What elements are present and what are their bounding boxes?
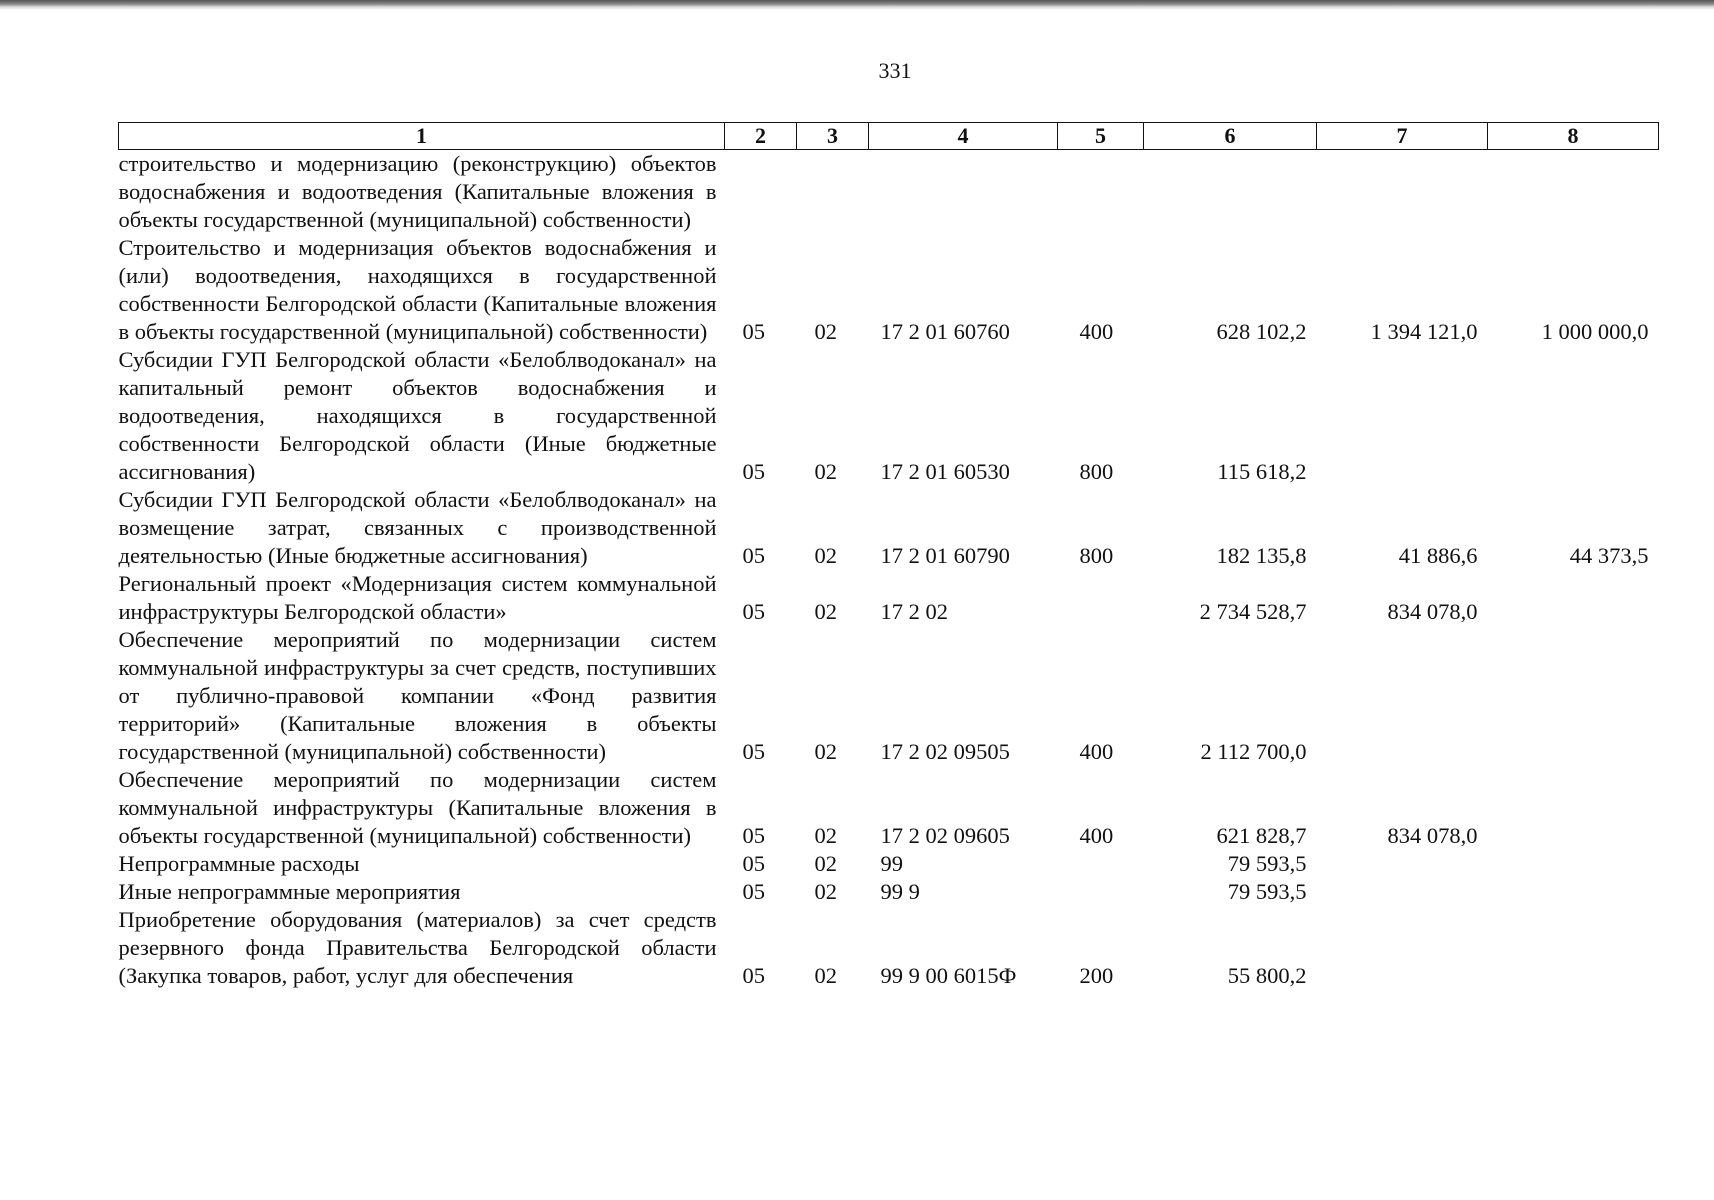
row-subsection: 02 [814,543,837,568]
header-col-5: 5 [1058,123,1144,150]
row-amount-col7: 41 886,6 [1398,543,1478,568]
row-section [725,150,797,235]
row-target-article: 99 9 00 6015Ф [880,963,1017,988]
row-amount-col7 [1317,878,1488,906]
scan-edge [0,0,1714,10]
row-target-article: 17 2 01 60530 [880,459,1010,484]
row-section: 05 [742,543,765,568]
header-row [119,123,1659,150]
row-section: 05 [742,823,765,848]
row-amount-col8: 44 373,5 [1569,543,1649,568]
row-description: Обеспечение мероприятий по модернизации систем коммунальной инфраструктуры за счет средств, поступивших от публично-правовой компании «Фонд развития территорий» (Капитальные вложения в объекты государственной (муниципальной) собственности) [118,627,717,764]
row-amount-col7 [1317,346,1488,486]
row-amount-col8 [1488,570,1659,626]
row-amount-col8 [1488,766,1659,850]
row-amount-col6: 79 593,5 [1227,851,1307,876]
row-amount-col8 [1488,878,1659,906]
row-subsection: 02 [814,459,837,484]
row-amount-col7: 834 078,0 [1387,823,1478,848]
table-row [119,570,1659,626]
budget-table [118,122,1659,990]
row-expense-type [1058,570,1144,626]
row-target-article: 17 2 01 60790 [880,543,1010,568]
header-col-6: 6 [1144,123,1317,150]
row-description: Приобретение оборудования (материалов) за счет средств резервного фонда Правительства Белгородской области (Закупка товаров, работ, услуг для обеспечения [118,907,717,988]
row-amount-col7: 1 394 121,0 [1370,319,1478,344]
row-section: 05 [742,879,765,904]
row-section: 05 [742,599,765,624]
row-subsection: 02 [814,319,837,344]
row-target-article: 99 9 [880,879,920,904]
row-subsection: 02 [814,739,837,764]
row-target-article: 99 [880,851,903,876]
row-target-article: 17 2 02 09505 [880,739,1010,764]
row-subsection: 02 [814,599,837,624]
page-number: 331 [878,58,912,83]
row-amount-col8 [1488,150,1659,235]
table-row [119,150,1659,235]
header-col-4: 4 [869,123,1058,150]
row-section: 05 [742,739,765,764]
row-description: Непрограммные расходы [118,851,360,876]
table-row [119,346,1659,486]
row-expense-type: 800 [1079,543,1114,568]
row-description: Иные непрограммные мероприятия [118,879,461,904]
row-amount-col6: 79 593,5 [1227,879,1307,904]
row-description: Обеспечение мероприятий по модернизации систем коммунальной инфраструктуры (Капитальные вложения в объекты государственной (муниципальной) собственности) [118,767,717,848]
row-subsection [797,150,869,235]
row-description: Субсидии ГУП Белгородской области «Белоблводоканал» на капитальный ремонт объектов водоснабжения и водоотведения, находящихся в государственной собственности Белгородской области (Иные бюджетные ассигнования) [118,347,717,484]
row-subsection: 02 [814,879,837,904]
table-row [119,766,1659,850]
row-description: Региональный проект «Модернизация систем коммунальной инфраструктуры Белгородской области» [118,571,717,624]
row-amount-col6: 628 102,2 [1216,319,1307,344]
header-col-8: 8 [1488,123,1659,150]
row-amount-col6: 115 618,2 [1217,459,1307,484]
table-header [119,123,1659,150]
row-amount-col7: 834 078,0 [1387,599,1478,624]
row-amount-col6: 2 112 700,0 [1200,739,1307,764]
row-amount-col8: 1 000 000,0 [1541,319,1649,344]
row-subsection: 02 [814,823,837,848]
row-description: Субсидии ГУП Белгородской области «Белоблводоканал» на возмещение затрат, связанных с производственной деятельностью (Иные бюджетные ассигнования) [118,487,717,568]
row-subsection: 02 [814,851,837,876]
header-col-1: 1 [119,123,725,150]
row-amount-col7 [1317,906,1488,990]
row-amount-col6: 55 800,2 [1227,963,1307,988]
row-amount-col7 [1317,150,1488,235]
row-section: 05 [742,319,765,344]
table-row [119,850,1659,878]
row-expense-type [1058,850,1144,878]
row-amount-col8 [1488,626,1659,766]
row-description: строительство и модернизацию (реконструкцию) объектов водоснабжения и водоотведения (Капитальные вложения в объекты государственной (муниципальной) собственности) [118,151,717,232]
row-expense-type [1058,150,1144,235]
header-col-7: 7 [1317,123,1488,150]
row-expense-type: 400 [1079,319,1114,344]
row-expense-type: 400 [1079,739,1114,764]
row-target-article: 17 2 02 [880,599,948,624]
row-amount-col8 [1488,346,1659,486]
table-row [119,234,1659,346]
table-row [119,486,1659,570]
row-amount-col7 [1317,850,1488,878]
row-amount-col7 [1317,626,1488,766]
row-section: 05 [742,851,765,876]
row-expense-type [1058,878,1144,906]
row-amount-col6: 2 734 528,7 [1199,599,1307,624]
row-subsection: 02 [814,963,837,988]
row-target-article: 17 2 02 09605 [880,823,1010,848]
row-amount-col8 [1488,906,1659,990]
header-col-3: 3 [797,123,869,150]
row-amount-col6 [1144,150,1317,235]
row-target-article [869,150,1058,235]
row-expense-type: 200 [1079,963,1114,988]
row-description: Строительство и модернизация объектов водоснабжения и (или) водоотведения, находящихся в государственной собственности Белгородской области (Капитальные вложения в объекты государственной (муниципальной) собственности) [118,235,717,344]
table-body [119,150,1659,991]
row-expense-type: 800 [1079,459,1114,484]
row-section: 05 [742,963,765,988]
header-col-2: 2 [725,123,797,150]
row-amount-col6: 182 135,8 [1216,543,1307,568]
row-amount-col8 [1488,850,1659,878]
row-target-article: 17 2 01 60760 [880,319,1010,344]
row-section: 05 [742,459,765,484]
table-row [119,626,1659,766]
row-expense-type: 400 [1079,823,1114,848]
row-amount-col6: 621 828,7 [1216,823,1307,848]
table-row [119,906,1659,990]
table-row [119,878,1659,906]
